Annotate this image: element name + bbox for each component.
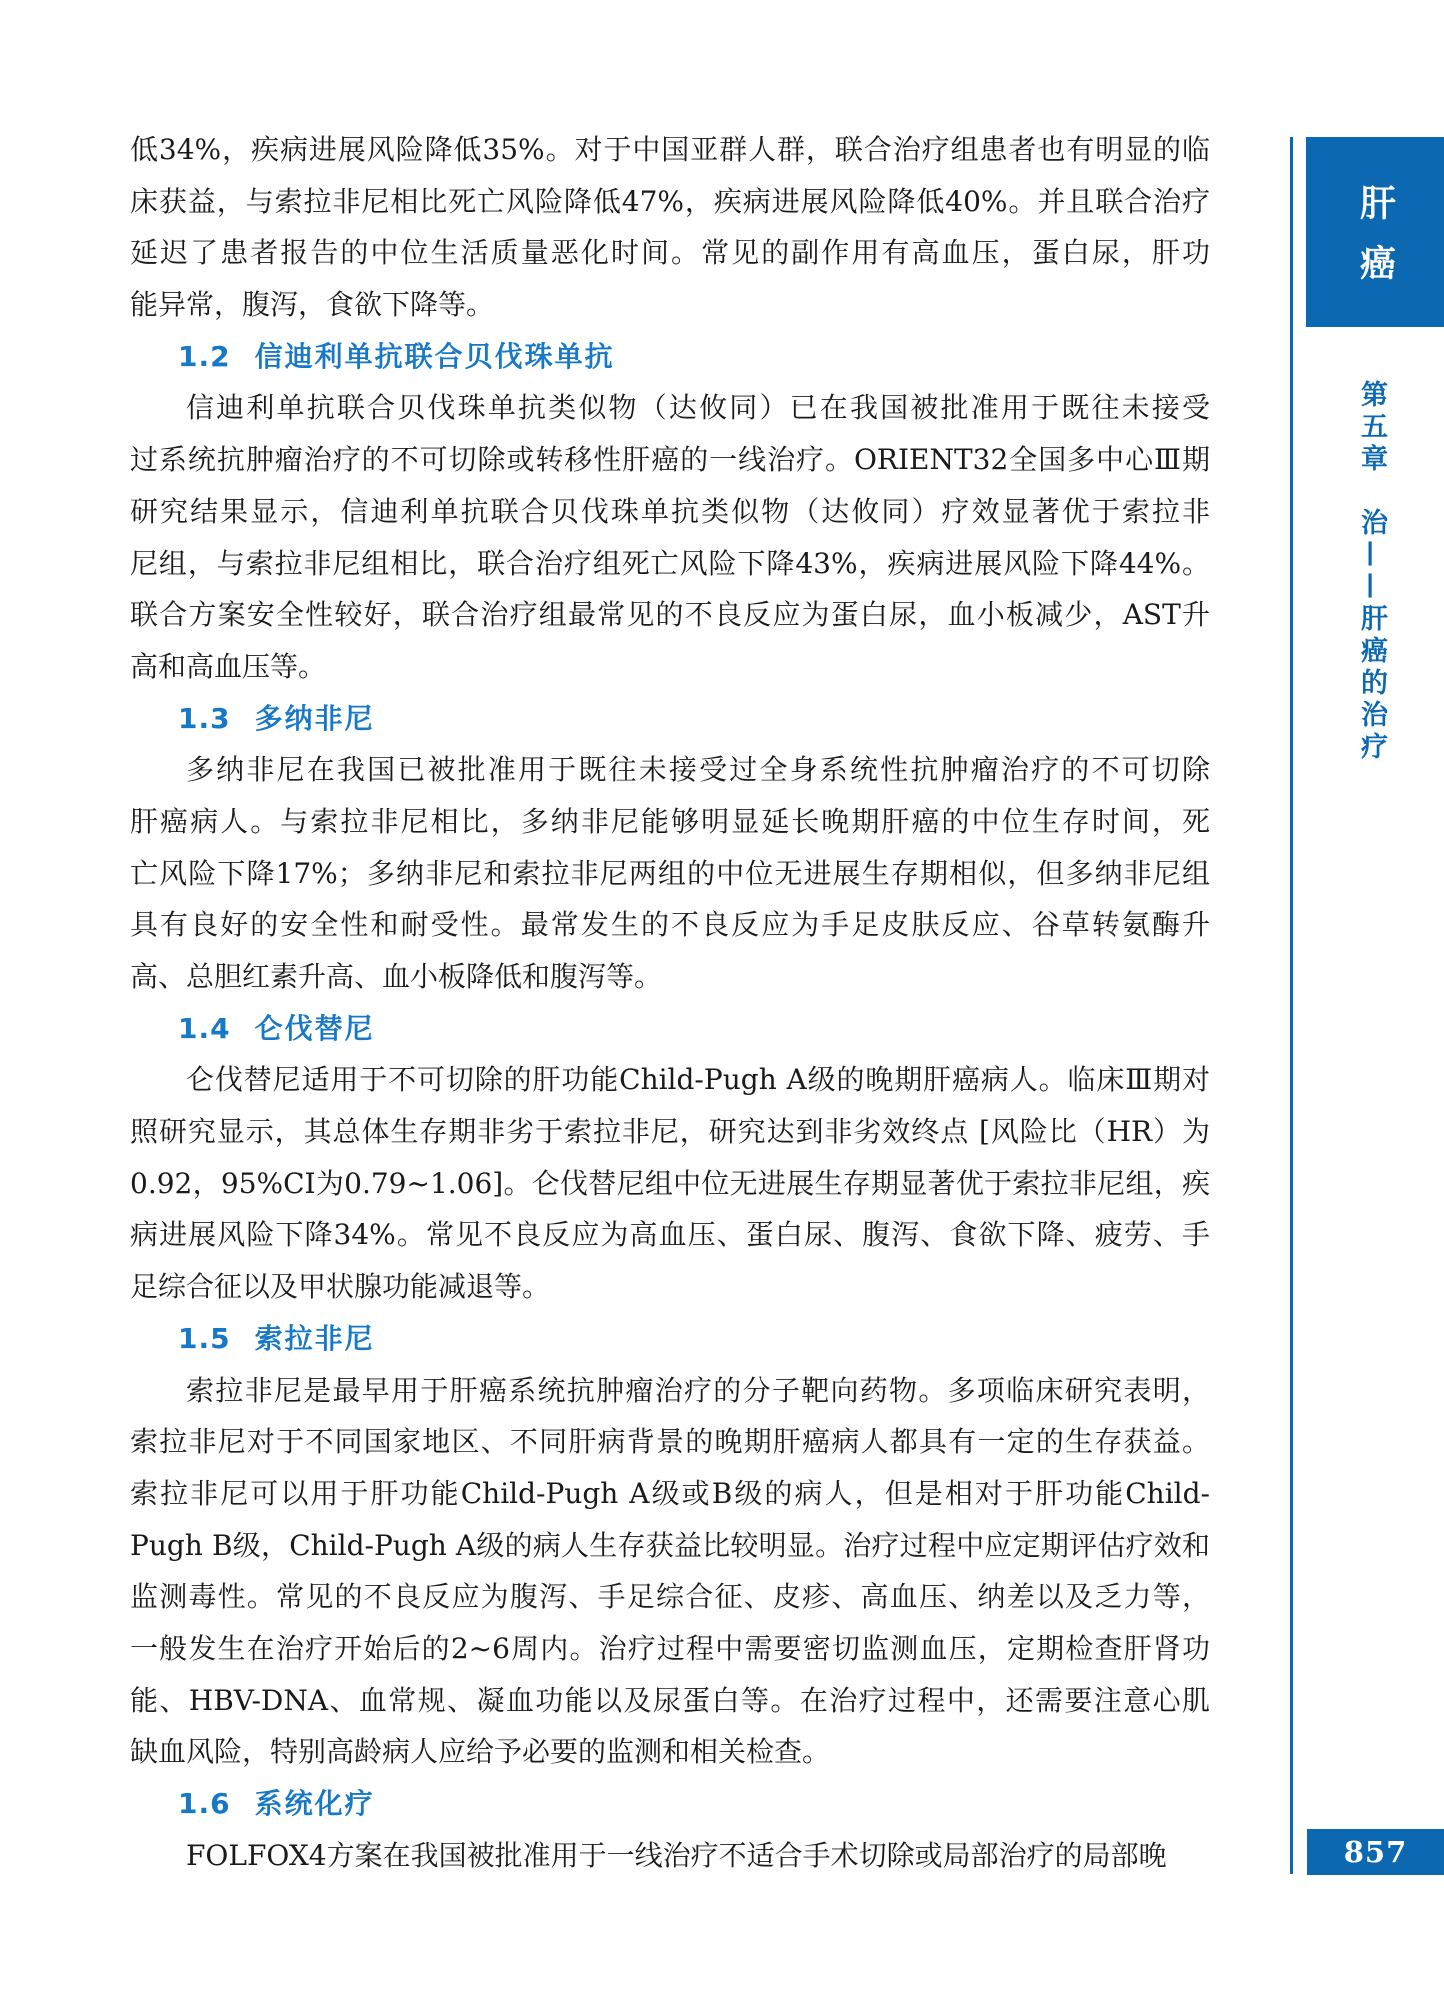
section-heading	[130, 693, 1210, 745]
paragraph	[130, 1365, 1210, 1779]
text-line: 低34%，疾病进展风险降低35%。对于中国亚群人群，联合治疗组患者也有明显的临	[130, 133, 1210, 166]
text-line: 尼组，与索拉非尼组相比，联合治疗组死亡风险下降43%，疾病进展风险下降44%。	[130, 546, 1210, 580]
text-line: 能异常，腹泻，食欲下降等。	[130, 288, 495, 322]
text-line: 床获益，与索拉非尼相比死亡风险降低47%，疾病进展风险降低40%。并且联合治疗	[130, 184, 1210, 218]
text-line: 高和高血压等。	[130, 649, 327, 683]
paragraph	[130, 1054, 1210, 1312]
page-number-badge	[1307, 1829, 1444, 1875]
section-number: 1.2	[178, 339, 231, 373]
text-line: 索拉非尼是最早用于肝癌系统抗肿瘤治疗的分子靶向药物。多项临床研究表明，	[186, 1373, 1210, 1407]
text-line: 多纳非尼在我国已被批准用于既往未接受过全身系统性抗肿瘤治疗的不可切除	[186, 753, 1210, 787]
text-line: 0.92，95%CI为0.79~1.06]。仑伐替尼组中位无进展生存期显著优于索拉非尼组，疾	[130, 1166, 1210, 1200]
text-line: 肝癌病人。与索拉非尼相比，多纳非尼能够明显延长晚期肝癌的中位生存时间，死	[130, 804, 1210, 838]
section-heading	[130, 1003, 1210, 1055]
text-line: 联合方案安全性较好，联合治疗组最常见的不良反应为蛋白尿，血小板减少，AST升	[130, 598, 1210, 632]
section-number: 1.6	[178, 1787, 231, 1820]
text-line: 监测毒性。常见的不良反应为腹泻、手足综合征、皮疹、高血压、纳差以及乏力等，	[130, 1580, 1210, 1614]
text-line: 足综合征以及甲状腺功能减退等。	[130, 1270, 551, 1304]
section-heading	[130, 331, 1210, 383]
section-title: 信迪利单抗联合贝伐珠单抗	[254, 339, 615, 373]
text-line: 缺血风险，特别高龄病人应给予必要的监测和相关检查。	[130, 1735, 831, 1769]
paragraph	[130, 744, 1210, 1002]
main-text-column	[130, 124, 1210, 1881]
section-heading	[130, 1313, 1210, 1365]
text-line: 过系统抗肿瘤治疗的不可切除或转移性肝癌的一线治疗。ORIENT32全国多中心Ⅲ期	[130, 443, 1210, 477]
section-title: 索拉非尼	[254, 1321, 375, 1355]
paragraph	[130, 124, 1210, 331]
text-line: 信迪利单抗联合贝伐珠单抗类似物（达攸同）已在我国被批准用于既往未接受	[186, 391, 1210, 425]
text-line: 照研究显示，其总体生存期非劣于索拉非尼，研究达到非劣效终点 [风险比（HR）为	[130, 1115, 1210, 1149]
text-line: 病进展风险下降34%。常见不良反应为高血压、蛋白尿、腹泻、食欲下降、疲劳、手	[130, 1218, 1210, 1252]
section-title: 仑伐替尼	[254, 1011, 375, 1045]
section-number: 1.5	[178, 1321, 231, 1355]
text-line: Pugh B级，Child-Pugh A级的病人生存获益比较明显。治疗过程中应定期评估疗效和	[130, 1528, 1210, 1562]
sidebar-divider-line	[1290, 137, 1293, 1874]
section-number: 1.3	[178, 701, 231, 735]
text-line: 一般发生在治疗开始后的2~6周内。治疗过程中需要密切监测血压，定期检查肝肾功	[130, 1631, 1210, 1665]
paragraph	[130, 382, 1210, 692]
text-line: 延迟了患者报告的中位生活质量恶化时间。常见的副作用有高血压，蛋白尿，肝功	[130, 236, 1210, 270]
text-line: 索拉非尼对于不同国家地区、不同肝病背景的晚期肝癌病人都具有一定的生存获益。	[130, 1425, 1210, 1459]
section-number: 1.4	[178, 1011, 231, 1045]
text-line: 亡风险下降17%；多纳非尼和索拉非尼两组的中位无进展生存期相似，但多纳非尼组	[130, 856, 1210, 890]
chapter-caption-vertical: 第五章 治——肝癌的治疗	[1356, 380, 1387, 764]
section-heading	[130, 1778, 1210, 1830]
text-line: 能、HBV-DNA、血常规、凝血功能以及尿蛋白等。在治疗过程中，还需要注意心肌	[130, 1683, 1210, 1717]
chapter-tab-badge	[1306, 137, 1444, 327]
section-title: 系统化疗	[254, 1787, 375, 1820]
page-number: 857	[1343, 1835, 1408, 1869]
paragraph	[130, 1830, 1210, 1882]
text-line: 高、总胆红素升高、血小板降低和腹泻等。	[130, 960, 663, 993]
text-line: FOLFOX4方案在我国被批准用于一线治疗不适合手术切除或局部治疗的局部晚	[186, 1838, 1167, 1872]
text-line: 研究结果显示，信迪利单抗联合贝伐珠单抗类似物（达攸同）疗效显著优于索拉非	[130, 494, 1210, 528]
chapter-tab-label: 肝癌	[1354, 184, 1396, 304]
text-line: 具有良好的安全性和耐受性。最常发生的不良反应为手足皮肤反应、谷草转氨酶升	[130, 908, 1210, 942]
section-title: 多纳非尼	[254, 701, 375, 735]
text-line: 索拉非尼可以用于肝功能Child-Pugh A级或B级的病人，但是相对于肝功能Child-	[130, 1476, 1210, 1510]
text-line: 仑伐替尼适用于不可切除的肝功能Child-Pugh A级的晚期肝癌病人。临床Ⅲ期对	[186, 1063, 1210, 1097]
